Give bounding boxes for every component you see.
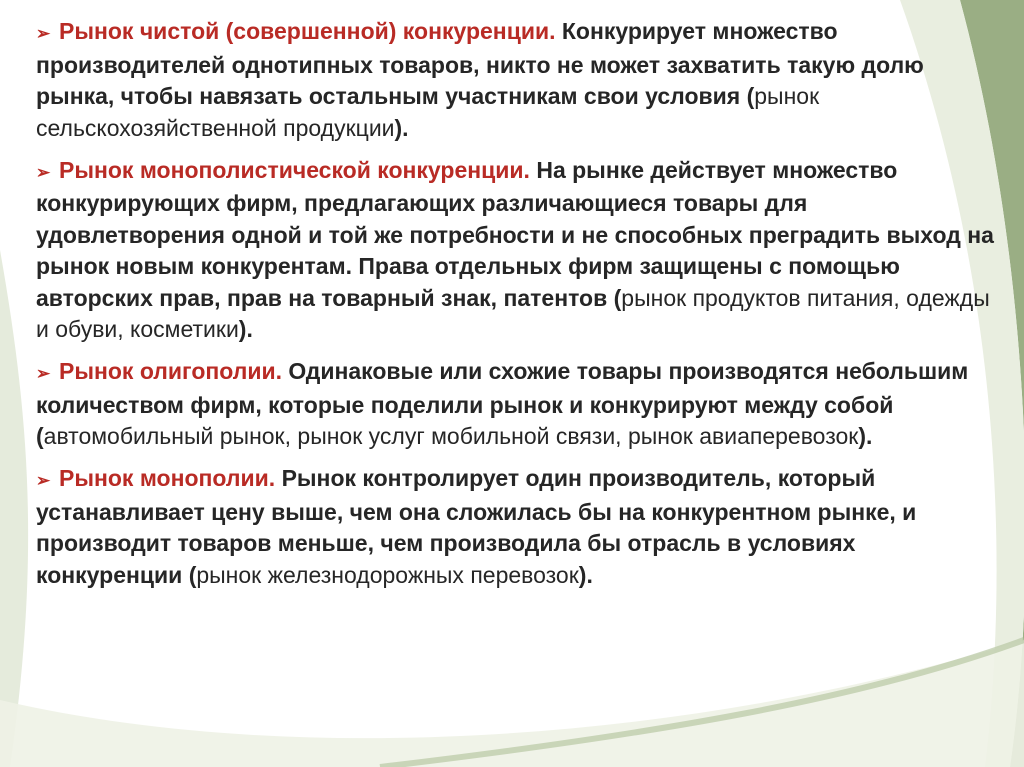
left-swoosh: [0, 250, 28, 767]
item-definition: Рынок контролирует один производитель, который устанавливает цену выше, чем она сложилась бы на конкурентном рынке, и производит товаров меньше, чем производила бы отрасль в условиях конкуренции (: [36, 465, 917, 588]
item-term: Рынок монополии.: [59, 465, 276, 491]
item-close: ).: [858, 423, 873, 449]
item-example: рынок железнодорожных перевозок: [196, 561, 579, 588]
item-definition: Одинаковые или схожие товары производятся небольшим количеством фирм, которые поделили рынок и конкурируют между собой (: [36, 358, 969, 449]
item-definition: Конкурирует множество производителей однотипных товаров, никто не может захватить такую долю рынка, чтобы навязать остальным участникам свои условия (: [36, 18, 924, 109]
arrow-bullet-icon: ➢: [36, 162, 51, 182]
list-item: [36, 16, 996, 144]
list-item: [36, 463, 996, 591]
arrow-bullet-icon: ➢: [36, 364, 51, 383]
item-term: Рынок чистой (совершенной) конкуренции.: [59, 18, 556, 44]
item-close: ).: [394, 114, 409, 141]
item-definition: На рынке действует множество конкурирующих фирм, предлагающих различающиеся товары для удовлетворения одной и той же потребности и не способных преградить выход на рынок новым конкурентам. Права отдельных фирм защищены с помощью авторских прав, прав на товарный знак, патентов (: [36, 156, 994, 311]
item-example: рынок сельскохозяйственной продукции: [36, 83, 820, 141]
item-term: Рынок монополистической конкуренции.: [59, 156, 530, 183]
item-term: Рынок олигополии.: [59, 358, 283, 384]
item-example: автомобильный рынок, рынок услуг мобильной связи, рынок авиаперевозок: [43, 423, 859, 449]
arrow-bullet-icon: ➢: [36, 24, 51, 43]
market-types-list: [36, 16, 996, 591]
arrow-bullet-icon: ➢: [36, 471, 51, 490]
item-example: рынок продуктов питания, одежды и обуви, косметики: [36, 284, 990, 342]
item-close: ).: [238, 316, 253, 342]
list-item: [36, 356, 996, 453]
list-item: [36, 155, 996, 346]
item-close: ).: [578, 561, 593, 588]
